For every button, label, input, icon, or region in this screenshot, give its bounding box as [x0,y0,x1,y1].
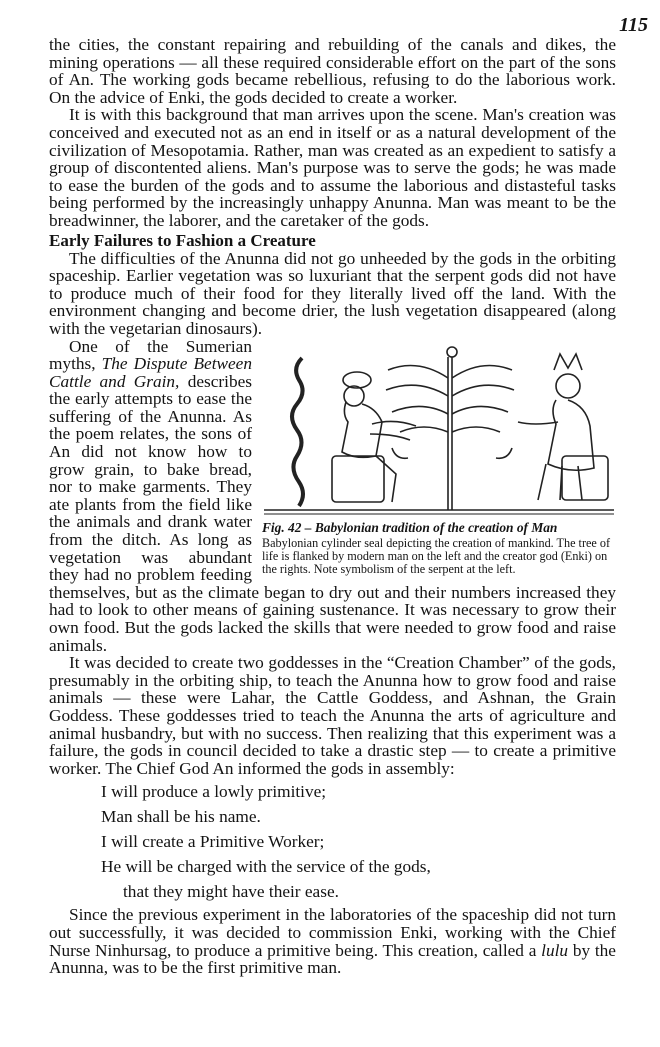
figure-title: Fig. 42 – Babylonian tradition of the creation of Man [262,519,558,535]
paragraph-4-start: One of the Sumerian myths, [49,336,252,374]
figure-caption: Babylonian cylinder seal depicting the creation of mankind. The tree of life is flanked by modern man on the left and the creator god (Enki) on the rights. Note symbolism of the serpent at the left. [262,535,611,576]
page-body [49,36,616,977]
tree-of-life-icon [386,347,514,510]
poem-line-3: I will create a Primitive Worker; [101,832,325,852]
cylinder-seal-illustration [262,338,616,516]
lulu-term: lulu [541,940,569,960]
serpent-icon [292,358,303,506]
paragraph-3: The difficulties of the Anunna did not go unheeded by the gods in the orbiting spaceship. Earlier vegetation was so luxuriant that the serpent gods did not have to produce much of their food for they literally lived off the land. With the environment changing and become drier, the lush vegetation disappeared (along with the vegetarian dinosaurs). [49,248,616,338]
paragraph-6-start: Since the previous experiment in the laboratories of the spaceship did not turn out successfully, it was decided to commission Enki, working with the Chief Nurse Ninhursag, to produce a primitive being. This creation, called a [49,905,616,960]
paragraph-6 [49,906,616,976]
poem-line-2: Man shall be his name. [101,807,261,827]
figure-42 [262,338,616,576]
paragraph-4-rest: describes the early attempts to ease the suffering of the Anunna. As the poem relates, the sons of An did not know how to grow grain, to bake bread, nor to make garments. They ate plants from the field like the animals and drank water from the ditch. As long as vegetation was abundant they had no problem feeding themselves, but as the climate began to dry out and their numbers increased they had to look to other means of gaining sustenance. It was necessary to grow their own food. But the gods lacked the skills that were needed to grow food and raise animals. [49,371,616,655]
figure-wrap-section [49,338,616,655]
seated-man-figure [332,372,416,502]
poem-quote [101,779,616,904]
section-heading: Early Failures to Fashion a Creature [49,230,316,250]
poem-line-1: I will produce a lowly primitive; [101,782,327,802]
page-number: 115 [619,14,648,36]
paragraph-5: It was decided to create two goddesses in the “Creation Chamber” of the gods, presumably in the orbiting ship, to teach the Anunna how to grow food and raise animals — these were Lahar, the Cattle Goddess, and Ashnan, the Grain Goddess. These goddesses tried to teach the Anunna the arts of agriculture and animal husbandry, but with no success. Then realizing that this experiment was a failure, the gods in council decided to take a drastic step — to create a primitive worker. The Chief God An informed the gods in assembly: [49,653,616,778]
paragraph-6-rest: by the Anunna, was to be the first primitive man. [49,940,616,978]
myth-title: The Dispute Between Cattle and Grain, [49,354,252,391]
seated-god-figure [518,354,608,500]
poem-line-4: He will be charged with the service of the gods, [101,857,431,877]
paragraph-2: It is with this background that man arrives upon the scene. Man's creation was conceived and executed not as an end in itself or as a natural development of the civilization of Mesopotamia. Rather, man was created as an expedient to satisfy a group of discontented aliens. Man's purpose was to serve the gods; he was made to ease the burden of the gods and to assume the laborious and distasteful tasks being performed by the increasingly unhappy Anunna. Man was meant to be the breadwinner, the laborer, and the caretaker of the gods. [49,105,616,230]
paragraph-1: the cities, the constant repairing and rebuilding of the canals and dikes, the mining operations — all these required considerable effort on the part of the sons of An. The working gods became rebellious, refusing to do the laborious work. On the advice of Enki, the gods decided to create a worker. [49,35,616,107]
poem-line-5: that they might have their ease. [123,882,339,902]
